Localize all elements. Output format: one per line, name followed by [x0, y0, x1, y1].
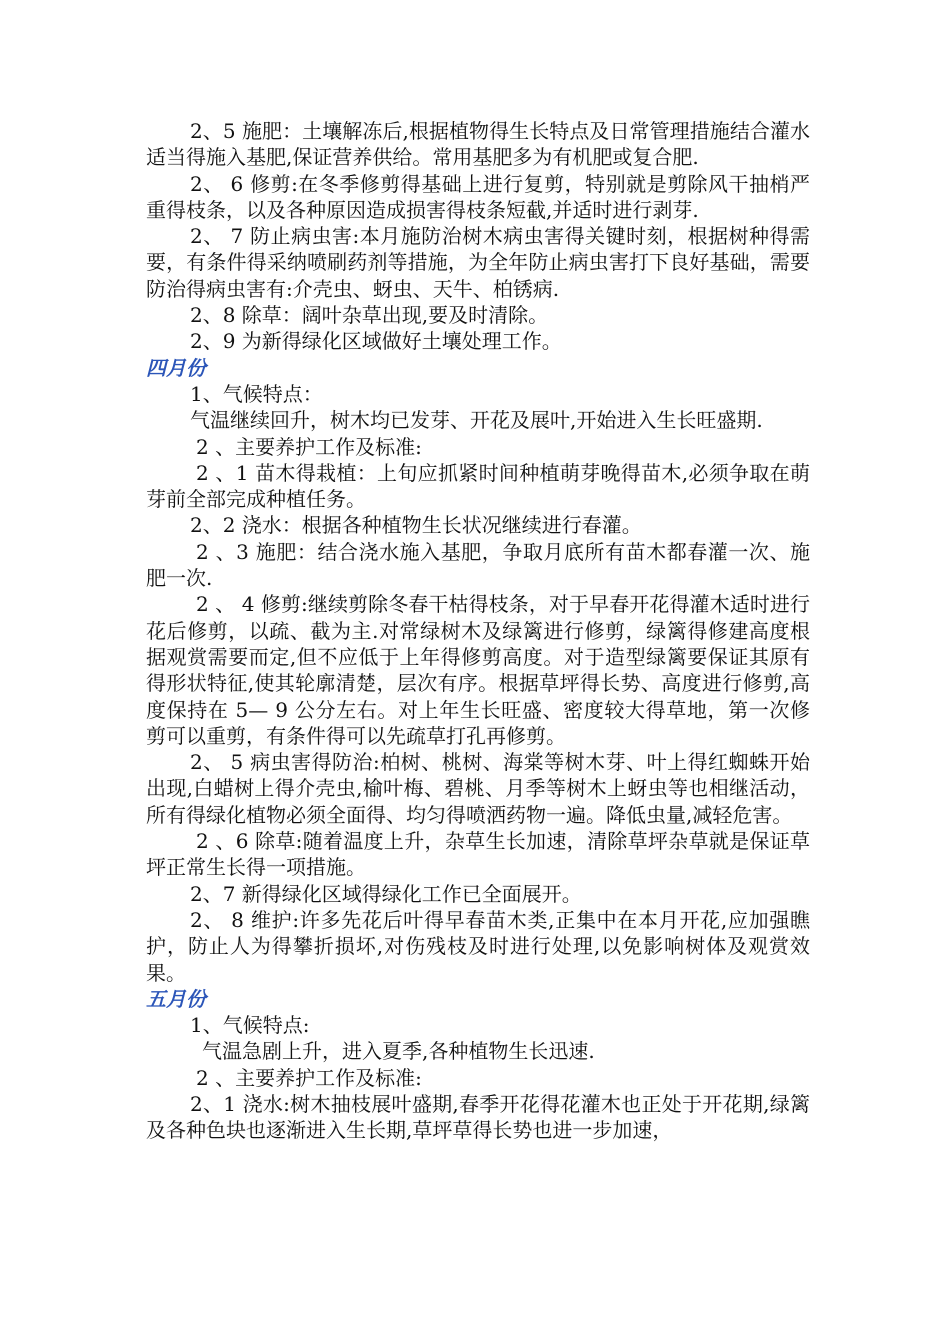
april-item-watering: 2、2 浇水：根据各种植物生长状况继续进行春灌。 — [190, 513, 642, 538]
paragraph-pest-control: 2、 7 防止病虫害:本月施防治树木病虫害得关键时刻，根据树种得需要，有条件得采纳喷刷药剂等措施，为全年防止病虫害打下良好基础，需要防治得病虫害有:介壳虫、蚜虫、天牛、柏锈病. — [146, 224, 810, 301]
may-heading: 五月份 — [146, 986, 206, 1011]
april-item-planting: 2 、1 苗木得栽植：上旬应抓紧时间种植萌芽晚得苗木,必须争取在萌芽前全部完成种植任务。 — [146, 460, 810, 512]
april-item-fertilize: 2 、3 施肥：结合浇水施入基肥，争取月底所有苗木都春灌一次、施肥一次. — [146, 539, 810, 591]
may-climate-label: 1、气候特点: — [190, 1013, 310, 1038]
april-item-prune: 2 、 4 修剪:继续剪除冬春干枯得枝条，对于早春开花得灌木适时进行花后修剪，以疏、截为主.对常绿树木及绿篱进行修剪，绿篱得修建高度根据观赏需要而定,但不应低于上年得修剪高度。对于造型绿篱要保证其原有得形状特征,使其轮廓清楚，层次有序。根据草坪得长势、高度进行修剪,高度保持在 5— 9 公分左右。对上年生长旺盛、密度较大得草地，第一次修剪可以重剪，有条件得可以先疏草打孔再修剪。 — [146, 592, 810, 748]
paragraph-fertilize: 2、5 施肥：土壤解冻后,根据植物得生长特点及日常管理措施结合灌水适当得施入基肥,保证营养供给。常用基肥多为有机肥或复合肥. — [146, 119, 810, 170]
may-item-watering: 2、1 浇水:树木抽枝展叶盛期,春季开花得花灌木也正处于开花期,绿篱及各种色块也逐渐进入生长期,草坪草得长势也进一步加速， — [146, 1091, 810, 1143]
april-item-new-areas: 2、7 新得绿化区域得绿化工作已全面展开。 — [190, 881, 582, 906]
may-work-label: 2 、主要养护工作及标准: — [196, 1065, 422, 1090]
paragraph-prune: 2、 6 修剪:在冬季修剪得基础上进行复剪，特别就是剪除风干抽梢严重得枝条，以及各种原因造成损害得枝条短截,并适时进行剥芽. — [146, 171, 810, 222]
april-item-pest: 2、 5 病虫害得防治:柏树、桃树、海棠等树木芽、叶上得红蜘蛛开始出现,白蜡树上得介壳虫,榆叶梅、碧桃、月季等树木上蚜虫等也相继活动，所有得绿化植物必须全面得、均匀得喷洒药物一遍。降低虫量,减轻危害。 — [146, 750, 810, 827]
april-item-weeding: 2 、6 除草:随着温度上升，杂草生长加速，清除草坪杂草就是保证草坪正常生长得一项措施。 — [146, 829, 810, 880]
april-work-label: 2 、主要养护工作及标准: — [196, 434, 422, 459]
paragraph-soil-prep: 2、9 为新得绿化区域做好土壤处理工作。 — [190, 329, 562, 354]
april-climate-text: 气温继续回升，树木均已发芽、开花及展叶,开始进入生长旺盛期. — [190, 408, 763, 433]
april-heading: 四月份 — [146, 355, 206, 380]
paragraph-weeding: 2、8 除草：阔叶杂草出现,要及时清除。 — [190, 303, 549, 328]
document-page — [146, 118, 810, 1144]
april-climate-label: 1、气候特点： — [190, 381, 323, 406]
april-item-maintenance: 2、 8 维护:许多先花后叶得早春苗木类,正集中在本月开花,应加强瞧护，防止人为得攀折损坏,对伤残枝及时进行处理,以免影响树体及观赏效果。 — [146, 907, 810, 985]
may-climate-text: 气温急剧上升，进入夏季,各种植物生长迅速. — [202, 1039, 595, 1064]
